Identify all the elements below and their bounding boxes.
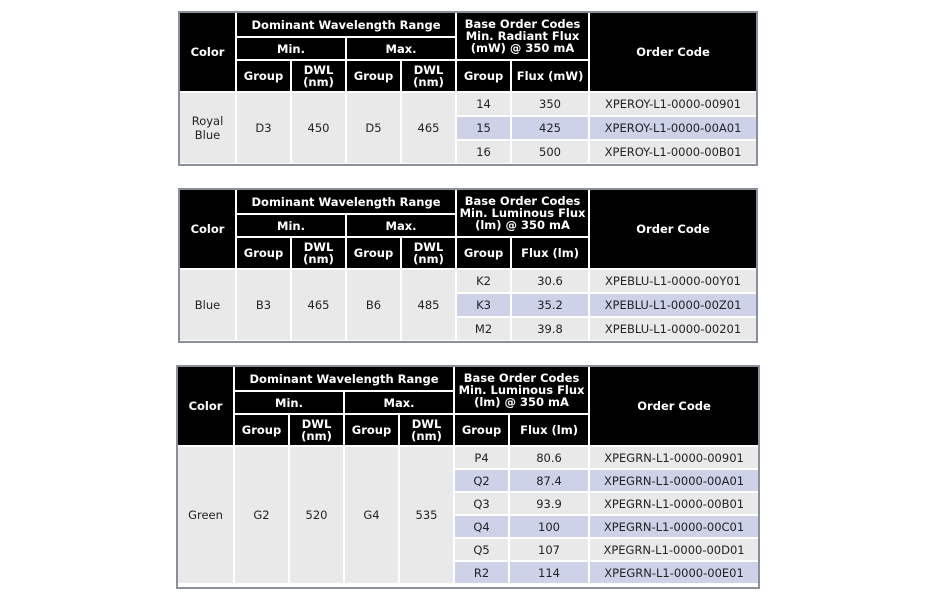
- col-header-min-group: Group: [236, 237, 291, 269]
- cell-order-code: XPEROY-L1-0000-00A01: [589, 116, 757, 140]
- cell-flux-value: 425: [511, 116, 589, 140]
- cell-flux-group: Q2: [454, 469, 509, 492]
- col-header-color: Color: [177, 366, 234, 446]
- cell-flux-group: M2: [456, 317, 511, 341]
- cell-flux-group: R2: [454, 561, 509, 584]
- cell-flux-value: 87.4: [509, 469, 589, 492]
- cell-min-group: B3: [236, 269, 291, 341]
- col-header-flux-group: Group: [456, 60, 511, 92]
- cell-color: Green: [177, 446, 234, 584]
- cell-flux-value: 100: [509, 515, 589, 538]
- cell-max-dwl: 485: [401, 269, 456, 341]
- col-header-min: Min.: [234, 391, 344, 414]
- col-header-order-code: Order Code: [589, 12, 757, 92]
- cell-order-code: XPEGRN-L1-0000-00901: [589, 446, 759, 469]
- col-header-flux-group: Group: [454, 414, 509, 446]
- cell-flux-value: 114: [509, 561, 589, 584]
- col-header-max: Max.: [346, 37, 456, 60]
- order-table-blue: [178, 188, 758, 342]
- cell-flux-group: K3: [456, 293, 511, 317]
- cell-flux-group: P4: [454, 446, 509, 469]
- cell-order-code: XPEBLU-L1-0000-00Y01: [589, 269, 757, 293]
- cell-max-group: B6: [346, 269, 401, 341]
- col-header-min: Min.: [236, 214, 346, 237]
- col-header-order-code: Order Code: [589, 189, 757, 269]
- cell-flux-value: 350: [511, 92, 589, 116]
- col-header-flux: Flux (lm): [509, 414, 589, 446]
- cell-min-dwl: 520: [289, 446, 344, 584]
- cell-order-code: XPEGRN-L1-0000-00D01: [589, 538, 759, 561]
- col-header-flux: Flux (mW): [511, 60, 589, 92]
- cell-order-code: XPEROY-L1-0000-00B01: [589, 140, 757, 164]
- cell-order-code: XPEGRN-L1-0000-00B01: [589, 492, 759, 515]
- cell-min-dwl: 450: [291, 92, 346, 164]
- col-header-max-group: Group: [346, 60, 401, 92]
- col-header-flux-group: Group: [456, 237, 511, 269]
- cell-flux-value: 39.8: [511, 317, 589, 341]
- col-header-max-dwl: DWL (nm): [401, 60, 456, 92]
- cell-flux-value: 80.6: [509, 446, 589, 469]
- col-header-dominant-wavelength: Dominant Wavelength Range: [236, 12, 456, 37]
- col-header-min-group: Group: [234, 414, 289, 446]
- col-header-base-order-codes: Base Order Codes Min. Luminous Flux (lm) @ 350 mA: [454, 366, 589, 414]
- col-header-color: Color: [179, 189, 236, 269]
- cell-color: Royal Blue: [179, 92, 236, 164]
- cell-flux-group: Q5: [454, 538, 509, 561]
- cell-color: Blue: [179, 269, 236, 341]
- cell-order-code: XPEGRN-L1-0000-00A01: [589, 469, 759, 492]
- col-header-max-dwl: DWL (nm): [401, 237, 456, 269]
- col-header-max: Max.: [346, 214, 456, 237]
- col-header-base-order-codes: Base Order Codes Min. Radiant Flux (mW) @ 350 mA: [456, 12, 589, 60]
- cell-flux-group: 15: [456, 116, 511, 140]
- col-header-max-group: Group: [346, 237, 401, 269]
- cell-max-dwl: 535: [399, 446, 454, 584]
- col-header-min-dwl: DWL (nm): [291, 60, 346, 92]
- col-header-max-group: Group: [344, 414, 399, 446]
- col-header-color: Color: [179, 12, 236, 92]
- cell-flux-value: 93.9: [509, 492, 589, 515]
- col-header-max-dwl: DWL (nm): [399, 414, 454, 446]
- cell-flux-group: Q4: [454, 515, 509, 538]
- col-header-dominant-wavelength: Dominant Wavelength Range: [234, 366, 454, 391]
- cell-order-code: XPEBLU-L1-0000-00Z01: [589, 293, 757, 317]
- cell-max-group: G4: [344, 446, 399, 584]
- col-header-min-dwl: DWL (nm): [291, 237, 346, 269]
- cell-flux-value: 35.2: [511, 293, 589, 317]
- cell-flux-group: 16: [456, 140, 511, 164]
- order-table-green: [176, 365, 760, 585]
- cell-max-group: D5: [346, 92, 401, 164]
- cell-order-code: XPEBLU-L1-0000-00201: [589, 317, 757, 341]
- cell-flux-group: 14: [456, 92, 511, 116]
- cell-order-code: XPEGRN-L1-0000-00E01: [589, 561, 759, 584]
- cell-flux-group: Q3: [454, 492, 509, 515]
- cell-flux-value: 500: [511, 140, 589, 164]
- cell-flux-value: 107: [509, 538, 589, 561]
- cell-max-dwl: 465: [401, 92, 456, 164]
- order-table-royal-blue: [178, 11, 758, 165]
- cell-order-code: XPEROY-L1-0000-00901: [589, 92, 757, 116]
- col-header-min-dwl: DWL (nm): [289, 414, 344, 446]
- cell-min-group: D3: [236, 92, 291, 164]
- col-header-flux: Flux (lm): [511, 237, 589, 269]
- col-header-max: Max.: [344, 391, 454, 414]
- cell-min-group: G2: [234, 446, 289, 584]
- cell-flux-group: K2: [456, 269, 511, 293]
- col-header-base-order-codes: Base Order Codes Min. Luminous Flux (lm) @ 350 mA: [456, 189, 589, 237]
- col-header-min-group: Group: [236, 60, 291, 92]
- col-header-order-code: Order Code: [589, 366, 759, 446]
- cell-min-dwl: 465: [291, 269, 346, 341]
- col-header-min: Min.: [236, 37, 346, 60]
- col-header-dominant-wavelength: Dominant Wavelength Range: [236, 189, 456, 214]
- cell-order-code: XPEGRN-L1-0000-00C01: [589, 515, 759, 538]
- cell-flux-value: 30.6: [511, 269, 589, 293]
